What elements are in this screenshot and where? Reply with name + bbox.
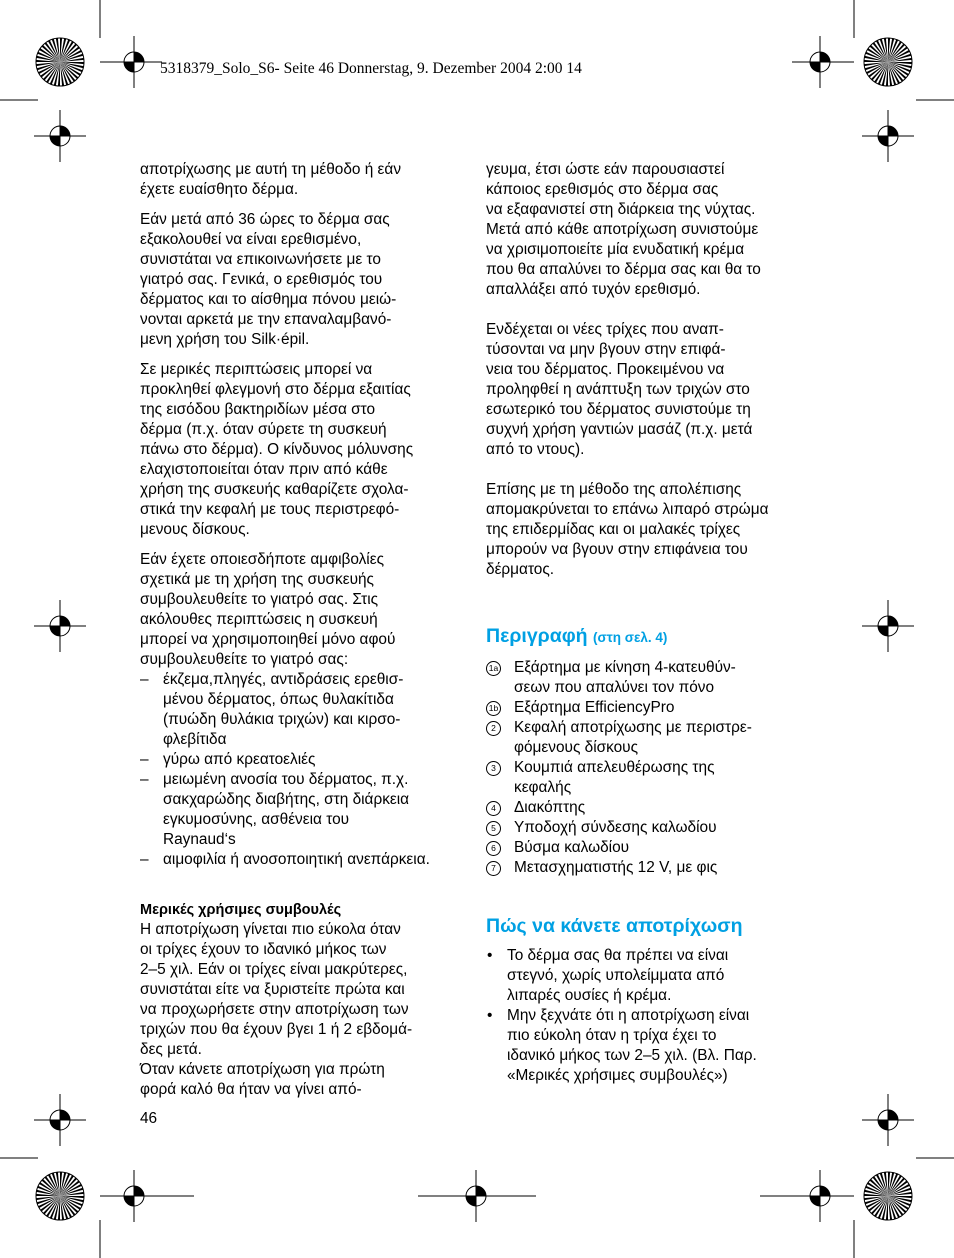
text-line: απομακρύνεται το επάνω λιπαρό στρώμα — [486, 501, 769, 518]
text-line: «Μερικές χρήσιμες συμβουλές») — [507, 1067, 728, 1084]
text-line: να εξαφανιστεί στη διάρκεια της νύχτας. — [486, 201, 756, 218]
text-line: που θα απαλύνει το δέρμα σας και θα το — [486, 261, 761, 278]
text-line: πάνω στο δέρμα). Ο κίνδυνος μόλυνσης — [140, 441, 414, 458]
tips-paragraph — [140, 920, 470, 1100]
page-number: 46 — [140, 1110, 158, 1127]
list-item — [140, 850, 470, 870]
part-item — [486, 818, 816, 838]
part-number-badge: 2 — [486, 721, 501, 736]
text-line: φόμενους δίσκους — [514, 739, 639, 756]
text-line: κεφαλής — [514, 779, 572, 796]
text-line: Διακόπτης — [514, 799, 586, 816]
text-line: σεων που απαλύνει τον πόνο — [514, 679, 715, 696]
text-line: στικά την κεφαλή με τους περιστρεφό- — [140, 501, 400, 518]
part-number-badge: 3 — [486, 761, 501, 776]
part-number-badge: 1a — [486, 661, 501, 676]
registration-cross-icon — [108, 1170, 160, 1222]
registration-cross-icon — [450, 1170, 502, 1222]
text-line: χρήση της συσκευής καθαρίζετε σχολα- — [140, 481, 409, 498]
text-line: στεγνό, χωρίς υπολείμματα από — [507, 967, 725, 984]
text-line: Η αποτρίχωση γίνεται πιο εύκολα όταν — [140, 921, 401, 938]
text-line: Υποδοχή σύνδεσης καλωδίου — [514, 819, 717, 836]
part-number-badge: 5 — [486, 821, 501, 836]
registration-cross-icon — [862, 110, 914, 162]
text-line: μπορούν να βγουν στην επιφάνεια του — [486, 541, 748, 558]
paragraph — [486, 480, 816, 580]
text-line: 2–5 χιλ. Εάν οι τρίχες είναι μακρύτερες, — [140, 961, 408, 978]
list-item — [140, 670, 470, 750]
text-line: δέρμα (π.χ. όταν σύρετε τη συσκευή — [140, 421, 387, 438]
paragraph — [140, 550, 470, 670]
paragraph — [486, 320, 816, 460]
text-line: να προχωρήσετε στην αποτρίχωση των — [140, 1001, 409, 1018]
text-line: – αιμοφιλία ή ανοσοποιητική ανεπάρκεια. — [163, 851, 430, 868]
text-line: τύσονται να μην βγουν στην επιφά- — [486, 341, 726, 358]
text-line: ελαχιστοποιείται όταν πριν από κάθε — [140, 461, 388, 478]
instructions-list — [486, 946, 816, 1086]
part-number-badge: 6 — [486, 841, 501, 856]
text-line: γιατρό σας. Γενικά, ο ερεθισμός του — [140, 271, 383, 288]
text-line: τριχών που θα έχουν βγει 1 ή 2 εβδομά- — [140, 1021, 413, 1038]
text-line: πιο εύκολη όταν η τρίχα έχει το — [507, 1027, 717, 1044]
contraindication-list — [140, 670, 470, 870]
text-line: συνιστάται να επικοινωνήσετε με το — [140, 251, 381, 268]
text-line: δέρματος. — [486, 561, 555, 578]
text-line: λιπαρές ουσίες ή κρέμα. — [507, 987, 672, 1004]
part-item — [486, 798, 816, 818]
text-line: ιδανικό μήκος των 2–5 χιλ. (Βλ. Παρ. — [507, 1047, 757, 1064]
starburst-mark-icon — [864, 1172, 912, 1220]
text-line: – έκζεμα,πληγές, αντιδράσεις ερεθισ- — [163, 671, 404, 688]
text-line: – γύρω από κρεατοελιές — [163, 751, 316, 768]
text-line: Εξάρτημα με κίνηση 4-κατευθύν- — [514, 659, 736, 676]
section-title-description — [486, 624, 816, 650]
text-line: συμβουλευθείτε το γιατρό σας: — [140, 651, 349, 668]
registration-cross-icon — [34, 1094, 86, 1146]
list-item — [140, 750, 470, 770]
text-line: απαλλάξει από τυχόν ερεθισμό. — [486, 281, 701, 298]
registration-cross-icon — [862, 1094, 914, 1146]
text-line: Μετά από κάθε αποτρίχωση συνιστούμε — [486, 221, 759, 238]
paragraph — [486, 160, 816, 300]
list-item — [140, 770, 470, 850]
text-line: προκληθεί φλεγμονή στο δέρμα εξαιτίας — [140, 381, 411, 398]
text-line: Μετασχηματιστής 12 V, με φις — [514, 859, 718, 876]
text-line: ακόλουθες περιπτώσεις η συσκευή — [140, 611, 378, 628]
text-line: (πυώδη θυλάκια τριχών) και κιρσο- — [163, 711, 401, 728]
text-line: σχετικά με τη χρήση της συσκευής — [140, 571, 374, 588]
text-line: Κουμπιά απελευθέρωσης της — [514, 759, 715, 776]
text-line: Εξάρτημα EfficiencyPro — [514, 699, 675, 716]
part-item — [486, 758, 816, 798]
text-line: Ενδέχεται οι νέες τρίχες που αναπ- — [486, 321, 724, 338]
print-header: 5318379_Solo_S6- Seite 46 Donnerstag, 9. Dezember 2004 2:00 14 — [160, 60, 582, 77]
text-line: Εάν μετά από 36 ώρες το δέρμα σας — [140, 211, 390, 228]
section-title-text: Περιγραφή — [486, 625, 588, 647]
text-line: μενους δίσκους. — [140, 521, 250, 538]
text-line: της επιδερμίδας και οι μαλακές τρίχες — [486, 521, 741, 538]
list-item — [486, 1006, 816, 1086]
registration-cross-icon — [862, 600, 914, 652]
text-line: γευμα, έτσι ώστε εάν παρουσιαστεί — [486, 161, 725, 178]
text-line: εγκυμοσύνης, ασθένεια του — [163, 811, 350, 828]
text-line: κάποιος ερεθισμός στο δέρμα σας — [486, 181, 719, 198]
text-line: εσωτερικό του δέρματος συνιστούμε τη — [486, 401, 751, 418]
text-line: σακχαρώδης διαβήτης, στη διάρκεια — [163, 791, 410, 808]
text-line: προληφθεί η ανάπτυξη των τριχών στο — [486, 381, 750, 398]
parts-list — [486, 658, 816, 878]
left-column — [140, 160, 470, 1100]
starburst-mark-icon — [864, 38, 912, 86]
text-line: – μειωμένη ανοσία του δέρματος, π.χ. — [163, 771, 409, 788]
right-column — [486, 160, 816, 1086]
text-line: συνιστάται είτε να ξυριστείτε πρώτα και — [140, 981, 405, 998]
text-line: της εισόδου βακτηριδίων μέσα στο — [140, 401, 376, 418]
text-line: • Μην ξεχνάτε ότι η αποτρίχωση είναι — [507, 1007, 750, 1024]
text-line: μένου δέρματος, όπως θυλακίτιδα — [163, 691, 394, 708]
text-line: εξακολουθεί να είναι ερεθισμένο, — [140, 231, 362, 248]
part-number-badge: 7 — [486, 861, 501, 876]
tips-heading: Μερικές χρήσιμες συμβουλές — [140, 902, 342, 918]
text-line: να χρισιμοποιείτε μία ενυδατική κρέμα — [486, 241, 745, 258]
text-line: Σε μερικές περιπτώσεις μπορεί να — [140, 361, 373, 378]
text-line: δες μετά. — [140, 1041, 202, 1058]
part-item — [486, 838, 816, 858]
text-line: από το ντους). — [486, 441, 585, 458]
part-number-badge: 1b — [486, 701, 501, 716]
registration-cross-icon — [34, 110, 86, 162]
text-line: συχνή χρήση γαντιών μασάζ (π.χ. μετά — [486, 421, 753, 438]
part-item — [486, 718, 816, 758]
starburst-mark-icon — [36, 1172, 84, 1220]
paragraph — [140, 360, 470, 540]
text-line: φορά καλό θα ήταν να γίνει από- — [140, 1081, 362, 1098]
text-line: νεια του δέρματος. Προκειμένου να — [486, 361, 725, 378]
text-line: οι τρίχες έχουν το ιδανικό μήκος των — [140, 941, 387, 958]
section-title-epilation: Πώς να κάνετε αποτρίχωση — [486, 915, 743, 937]
text-line: αποτρίχωσης με αυτή τη μέθοδο ή εάν — [140, 161, 402, 178]
paragraph — [140, 160, 470, 200]
text-line: Όταν κάνετε αποτρίχωση για πρώτη — [140, 1061, 385, 1078]
text-line: έχετε ευαίσθητο δέρμα. — [140, 181, 299, 198]
text-line: Επίσης με τη μέθοδο της απολέπισης — [486, 481, 742, 498]
part-item — [486, 658, 816, 698]
text-line: νονται αρκετά με την επαναλαμβανό- — [140, 311, 392, 328]
text-line: δέρματος και το αίσθημα πόνου μειώ- — [140, 291, 397, 308]
text-line: Εάν έχετε οποιεσδήποτε αμφιβολίες — [140, 551, 384, 568]
text-line: μενη χρήση του Silk·épil. — [140, 331, 310, 348]
part-item — [486, 858, 816, 878]
text-line: μπορεί να χρησιμοποιηθεί μόνο αφού — [140, 631, 396, 648]
list-item — [486, 946, 816, 1006]
registration-cross-icon — [794, 1170, 846, 1222]
text-line: Raynaud‘s — [163, 831, 236, 848]
text-line: • Το δέρμα σας θα πρέπει να είναι — [507, 947, 729, 964]
section-page-reference: (στη σελ. 4) — [593, 630, 668, 645]
registration-cross-icon — [794, 36, 846, 88]
starburst-mark-icon — [36, 38, 84, 86]
text-line: Κεφαλή αποτρίχωσης με περιστρε- — [514, 719, 752, 736]
text-line: συμβουλευθείτε το γιατρό σας. Στις — [140, 591, 379, 608]
paragraph — [140, 210, 470, 350]
registration-cross-icon — [34, 600, 86, 652]
text-line: Βύσμα καλωδίου — [514, 839, 630, 856]
part-number-badge: 4 — [486, 801, 501, 816]
part-item — [486, 698, 816, 718]
text-line: φλεβίτιδα — [163, 731, 227, 748]
registration-cross-icon — [108, 36, 160, 88]
